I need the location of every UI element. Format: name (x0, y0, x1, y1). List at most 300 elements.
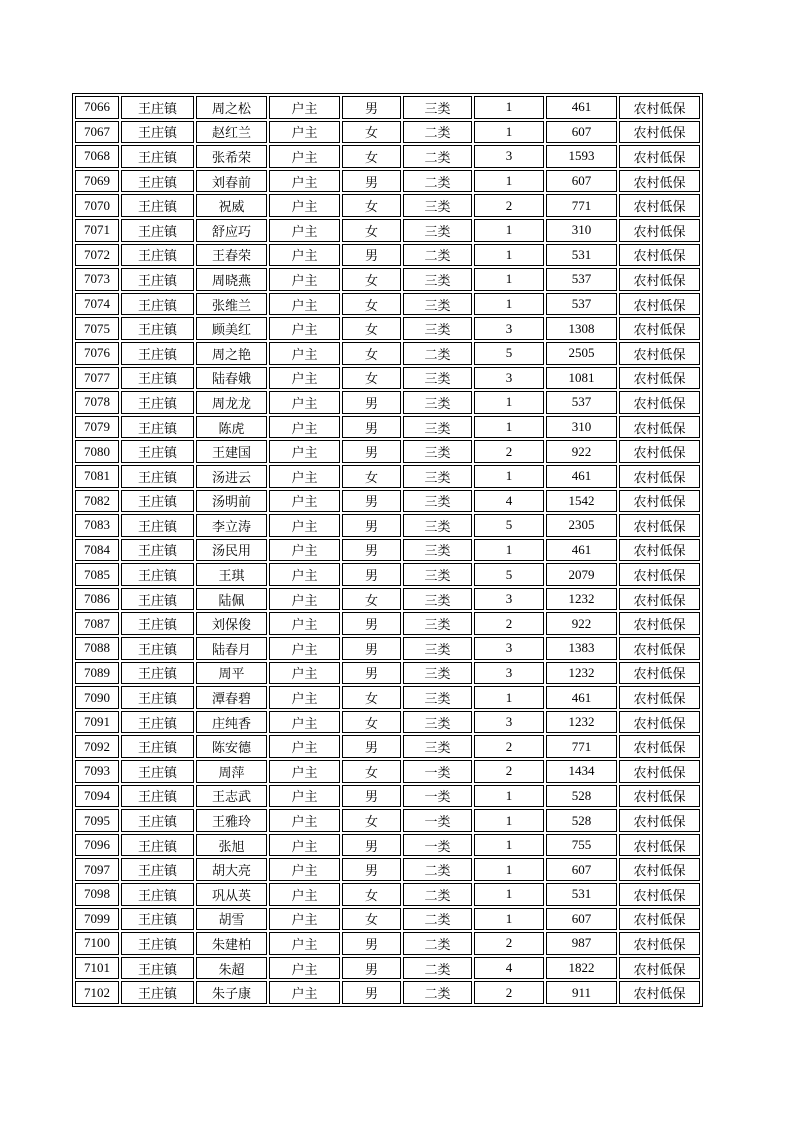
cell-gender: 女 (342, 219, 401, 242)
cell-gender: 女 (342, 342, 401, 365)
cell-name: 周平 (196, 662, 267, 685)
cell-household-role: 户主 (269, 121, 340, 144)
table-row (75, 735, 700, 758)
cell-name: 张希荣 (196, 145, 267, 168)
cell-record-id: 7094 (75, 785, 119, 808)
cell-household-role: 户主 (269, 490, 340, 513)
cell-record-id: 7079 (75, 416, 119, 439)
cell-category: 三类 (403, 293, 472, 316)
cell-gender: 男 (342, 514, 401, 537)
table-row (75, 662, 700, 685)
welfare-recipients-table (72, 93, 703, 1007)
cell-category: 二类 (403, 883, 472, 906)
cell-amount: 1822 (546, 957, 617, 980)
cell-category: 二类 (403, 121, 472, 144)
cell-household-size: 1 (474, 858, 544, 881)
cell-amount: 607 (546, 121, 617, 144)
cell-gender: 男 (342, 981, 401, 1004)
cell-town: 王庄镇 (121, 244, 194, 267)
cell-name: 张旭 (196, 834, 267, 857)
cell-household-size: 3 (474, 588, 544, 611)
table-row (75, 194, 700, 217)
cell-household-size: 3 (474, 711, 544, 734)
cell-name: 顾美红 (196, 317, 267, 340)
cell-town: 王庄镇 (121, 96, 194, 119)
cell-amount: 922 (546, 612, 617, 635)
cell-name: 周萍 (196, 760, 267, 783)
cell-gender: 男 (342, 735, 401, 758)
cell-household-role: 户主 (269, 145, 340, 168)
cell-category: 三类 (403, 711, 472, 734)
cell-household-role: 户主 (269, 367, 340, 390)
cell-record-id: 7066 (75, 96, 119, 119)
cell-category: 二类 (403, 932, 472, 955)
cell-household-size: 2 (474, 440, 544, 463)
cell-household-role: 户主 (269, 194, 340, 217)
cell-town: 王庄镇 (121, 809, 194, 832)
cell-category: 三类 (403, 416, 472, 439)
cell-name: 朱子康 (196, 981, 267, 1004)
cell-town: 王庄镇 (121, 391, 194, 414)
cell-household-role: 户主 (269, 514, 340, 537)
cell-subsidy-type: 农村低保 (619, 219, 700, 242)
cell-gender: 女 (342, 760, 401, 783)
table-row (75, 760, 700, 783)
cell-subsidy-type: 农村低保 (619, 465, 700, 488)
cell-category: 三类 (403, 367, 472, 390)
cell-record-id: 7084 (75, 539, 119, 562)
cell-household-role: 户主 (269, 268, 340, 291)
cell-subsidy-type: 农村低保 (619, 96, 700, 119)
table-row (75, 539, 700, 562)
table-row (75, 981, 700, 1004)
cell-household-size: 1 (474, 268, 544, 291)
cell-household-role: 户主 (269, 711, 340, 734)
cell-town: 王庄镇 (121, 293, 194, 316)
cell-name: 刘保俊 (196, 612, 267, 635)
cell-category: 三类 (403, 465, 472, 488)
cell-household-size: 1 (474, 809, 544, 832)
cell-town: 王庄镇 (121, 760, 194, 783)
cell-amount: 2305 (546, 514, 617, 537)
cell-amount: 2079 (546, 563, 617, 586)
cell-name: 王春荣 (196, 244, 267, 267)
cell-household-role: 户主 (269, 908, 340, 931)
cell-record-id: 7102 (75, 981, 119, 1004)
cell-amount: 1593 (546, 145, 617, 168)
cell-subsidy-type: 农村低保 (619, 908, 700, 931)
cell-town: 王庄镇 (121, 957, 194, 980)
cell-amount: 461 (546, 96, 617, 119)
cell-household-role: 户主 (269, 440, 340, 463)
cell-gender: 女 (342, 367, 401, 390)
cell-amount: 528 (546, 809, 617, 832)
cell-household-size: 2 (474, 981, 544, 1004)
table-row (75, 342, 700, 365)
cell-amount: 771 (546, 194, 617, 217)
cell-household-size: 5 (474, 563, 544, 586)
cell-name: 周之松 (196, 96, 267, 119)
cell-town: 王庄镇 (121, 317, 194, 340)
cell-town: 王庄镇 (121, 883, 194, 906)
cell-subsidy-type: 农村低保 (619, 145, 700, 168)
cell-category: 二类 (403, 908, 472, 931)
cell-gender: 女 (342, 588, 401, 611)
cell-subsidy-type: 农村低保 (619, 391, 700, 414)
cell-gender: 男 (342, 416, 401, 439)
cell-name: 赵红兰 (196, 121, 267, 144)
table-row (75, 711, 700, 734)
cell-household-size: 5 (474, 342, 544, 365)
cell-town: 王庄镇 (121, 686, 194, 709)
cell-household-role: 户主 (269, 244, 340, 267)
cell-town: 王庄镇 (121, 268, 194, 291)
cell-household-size: 1 (474, 121, 544, 144)
cell-amount: 528 (546, 785, 617, 808)
cell-household-size: 1 (474, 96, 544, 119)
cell-household-size: 1 (474, 391, 544, 414)
cell-household-size: 2 (474, 760, 544, 783)
cell-category: 三类 (403, 514, 472, 537)
cell-household-size: 1 (474, 465, 544, 488)
cell-household-size: 1 (474, 293, 544, 316)
cell-town: 王庄镇 (121, 932, 194, 955)
cell-subsidy-type: 农村低保 (619, 367, 700, 390)
cell-subsidy-type: 农村低保 (619, 981, 700, 1004)
table-row (75, 268, 700, 291)
cell-record-id: 7075 (75, 317, 119, 340)
cell-record-id: 7077 (75, 367, 119, 390)
cell-gender: 男 (342, 391, 401, 414)
cell-name: 胡雪 (196, 908, 267, 931)
cell-category: 三类 (403, 686, 472, 709)
cell-subsidy-type: 农村低保 (619, 760, 700, 783)
cell-subsidy-type: 农村低保 (619, 932, 700, 955)
table-row (75, 834, 700, 857)
cell-record-id: 7100 (75, 932, 119, 955)
cell-record-id: 7070 (75, 194, 119, 217)
cell-name: 周之艳 (196, 342, 267, 365)
cell-gender: 女 (342, 883, 401, 906)
cell-category: 三类 (403, 317, 472, 340)
cell-record-id: 7095 (75, 809, 119, 832)
cell-town: 王庄镇 (121, 711, 194, 734)
cell-record-id: 7096 (75, 834, 119, 857)
cell-subsidy-type: 农村低保 (619, 293, 700, 316)
cell-household-role: 户主 (269, 858, 340, 881)
table-row (75, 686, 700, 709)
table-row (75, 490, 700, 513)
cell-category: 三类 (403, 735, 472, 758)
table-row (75, 858, 700, 881)
cell-town: 王庄镇 (121, 219, 194, 242)
cell-town: 王庄镇 (121, 981, 194, 1004)
cell-record-id: 7071 (75, 219, 119, 242)
cell-subsidy-type: 农村低保 (619, 244, 700, 267)
cell-record-id: 7086 (75, 588, 119, 611)
cell-household-role: 户主 (269, 317, 340, 340)
cell-amount: 531 (546, 244, 617, 267)
cell-name: 巩从英 (196, 883, 267, 906)
cell-category: 一类 (403, 760, 472, 783)
cell-category: 一类 (403, 809, 472, 832)
cell-amount: 310 (546, 219, 617, 242)
table-row (75, 908, 700, 931)
table-row (75, 367, 700, 390)
cell-town: 王庄镇 (121, 563, 194, 586)
cell-amount: 461 (546, 465, 617, 488)
cell-gender: 男 (342, 490, 401, 513)
cell-household-role: 户主 (269, 465, 340, 488)
cell-record-id: 7088 (75, 637, 119, 660)
cell-category: 三类 (403, 96, 472, 119)
cell-name: 陈虎 (196, 416, 267, 439)
cell-gender: 男 (342, 96, 401, 119)
cell-record-id: 7090 (75, 686, 119, 709)
cell-household-size: 4 (474, 490, 544, 513)
cell-gender: 男 (342, 612, 401, 635)
cell-subsidy-type: 农村低保 (619, 662, 700, 685)
cell-record-id: 7078 (75, 391, 119, 414)
table-row (75, 96, 700, 119)
cell-town: 王庄镇 (121, 145, 194, 168)
cell-household-size: 3 (474, 637, 544, 660)
cell-category: 二类 (403, 957, 472, 980)
cell-amount: 911 (546, 981, 617, 1004)
cell-household-role: 户主 (269, 293, 340, 316)
cell-name: 汤明前 (196, 490, 267, 513)
cell-gender: 男 (342, 858, 401, 881)
cell-subsidy-type: 农村低保 (619, 858, 700, 881)
cell-amount: 922 (546, 440, 617, 463)
cell-household-role: 户主 (269, 686, 340, 709)
cell-town: 王庄镇 (121, 194, 194, 217)
cell-amount: 607 (546, 908, 617, 931)
cell-record-id: 7099 (75, 908, 119, 931)
cell-household-size: 1 (474, 244, 544, 267)
cell-amount: 1232 (546, 662, 617, 685)
cell-amount: 537 (546, 391, 617, 414)
cell-gender: 男 (342, 170, 401, 193)
cell-amount: 1232 (546, 711, 617, 734)
table-row (75, 145, 700, 168)
cell-household-role: 户主 (269, 809, 340, 832)
table-row (75, 785, 700, 808)
cell-amount: 537 (546, 268, 617, 291)
cell-name: 王琪 (196, 563, 267, 586)
cell-subsidy-type: 农村低保 (619, 711, 700, 734)
cell-subsidy-type: 农村低保 (619, 317, 700, 340)
cell-subsidy-type: 农村低保 (619, 785, 700, 808)
cell-household-role: 户主 (269, 735, 340, 758)
cell-name: 朱超 (196, 957, 267, 980)
cell-record-id: 7097 (75, 858, 119, 881)
cell-category: 二类 (403, 342, 472, 365)
cell-town: 王庄镇 (121, 440, 194, 463)
cell-record-id: 7069 (75, 170, 119, 193)
cell-amount: 771 (546, 735, 617, 758)
cell-category: 二类 (403, 145, 472, 168)
cell-household-size: 5 (474, 514, 544, 537)
table-row (75, 514, 700, 537)
cell-household-role: 户主 (269, 342, 340, 365)
cell-subsidy-type: 农村低保 (619, 416, 700, 439)
cell-household-role: 户主 (269, 563, 340, 586)
cell-amount: 607 (546, 170, 617, 193)
cell-gender: 女 (342, 121, 401, 144)
cell-record-id: 7087 (75, 612, 119, 635)
cell-amount: 987 (546, 932, 617, 955)
cell-subsidy-type: 农村低保 (619, 563, 700, 586)
cell-household-role: 户主 (269, 957, 340, 980)
cell-gender: 男 (342, 539, 401, 562)
table-row (75, 637, 700, 660)
cell-name: 王建国 (196, 440, 267, 463)
cell-category: 三类 (403, 391, 472, 414)
cell-gender: 女 (342, 268, 401, 291)
cell-household-role: 户主 (269, 219, 340, 242)
cell-town: 王庄镇 (121, 785, 194, 808)
cell-household-role: 户主 (269, 760, 340, 783)
cell-category: 二类 (403, 858, 472, 881)
cell-name: 周龙龙 (196, 391, 267, 414)
cell-household-role: 户主 (269, 96, 340, 119)
table-row (75, 440, 700, 463)
cell-record-id: 7083 (75, 514, 119, 537)
cell-amount: 1081 (546, 367, 617, 390)
cell-town: 王庄镇 (121, 490, 194, 513)
cell-town: 王庄镇 (121, 588, 194, 611)
cell-record-id: 7080 (75, 440, 119, 463)
cell-household-size: 1 (474, 416, 544, 439)
cell-amount: 537 (546, 293, 617, 316)
cell-household-role: 户主 (269, 883, 340, 906)
cell-town: 王庄镇 (121, 834, 194, 857)
cell-household-size: 1 (474, 834, 544, 857)
cell-name: 胡大亮 (196, 858, 267, 881)
cell-town: 王庄镇 (121, 416, 194, 439)
cell-household-role: 户主 (269, 637, 340, 660)
cell-household-role: 户主 (269, 416, 340, 439)
cell-name: 陆春月 (196, 637, 267, 660)
cell-name: 汤民用 (196, 539, 267, 562)
cell-name: 舒应巧 (196, 219, 267, 242)
cell-household-role: 户主 (269, 834, 340, 857)
cell-subsidy-type: 农村低保 (619, 735, 700, 758)
cell-gender: 男 (342, 785, 401, 808)
cell-subsidy-type: 农村低保 (619, 539, 700, 562)
cell-household-role: 户主 (269, 662, 340, 685)
cell-household-size: 3 (474, 367, 544, 390)
cell-category: 三类 (403, 268, 472, 291)
cell-household-size: 3 (474, 317, 544, 340)
table-row (75, 391, 700, 414)
cell-subsidy-type: 农村低保 (619, 637, 700, 660)
cell-subsidy-type: 农村低保 (619, 194, 700, 217)
cell-category: 一类 (403, 834, 472, 857)
cell-gender: 女 (342, 465, 401, 488)
cell-category: 二类 (403, 170, 472, 193)
cell-name: 陈安德 (196, 735, 267, 758)
cell-name: 祝威 (196, 194, 267, 217)
cell-category: 三类 (403, 219, 472, 242)
table-row (75, 170, 700, 193)
cell-gender: 男 (342, 957, 401, 980)
cell-amount: 1434 (546, 760, 617, 783)
cell-record-id: 7074 (75, 293, 119, 316)
cell-category: 二类 (403, 244, 472, 267)
cell-household-role: 户主 (269, 981, 340, 1004)
cell-name: 周晓燕 (196, 268, 267, 291)
cell-household-size: 4 (474, 957, 544, 980)
cell-gender: 女 (342, 145, 401, 168)
cell-town: 王庄镇 (121, 121, 194, 144)
cell-subsidy-type: 农村低保 (619, 514, 700, 537)
cell-subsidy-type: 农村低保 (619, 686, 700, 709)
cell-amount: 461 (546, 686, 617, 709)
cell-town: 王庄镇 (121, 735, 194, 758)
cell-gender: 女 (342, 908, 401, 931)
cell-household-size: 1 (474, 539, 544, 562)
cell-category: 三类 (403, 563, 472, 586)
cell-town: 王庄镇 (121, 637, 194, 660)
cell-category: 二类 (403, 981, 472, 1004)
cell-category: 一类 (403, 785, 472, 808)
cell-record-id: 7068 (75, 145, 119, 168)
cell-name: 李立涛 (196, 514, 267, 537)
table-row (75, 416, 700, 439)
table-row (75, 612, 700, 635)
cell-household-role: 户主 (269, 170, 340, 193)
cell-record-id: 7076 (75, 342, 119, 365)
table-row (75, 244, 700, 267)
cell-record-id: 7089 (75, 662, 119, 685)
cell-subsidy-type: 农村低保 (619, 588, 700, 611)
cell-town: 王庄镇 (121, 367, 194, 390)
table-row (75, 957, 700, 980)
cell-category: 三类 (403, 637, 472, 660)
cell-subsidy-type: 农村低保 (619, 342, 700, 365)
cell-household-size: 1 (474, 785, 544, 808)
cell-amount: 1232 (546, 588, 617, 611)
cell-amount: 461 (546, 539, 617, 562)
cell-category: 三类 (403, 490, 472, 513)
cell-subsidy-type: 农村低保 (619, 612, 700, 635)
table-row (75, 293, 700, 316)
cell-town: 王庄镇 (121, 858, 194, 881)
cell-town: 王庄镇 (121, 342, 194, 365)
cell-subsidy-type: 农村低保 (619, 957, 700, 980)
table-row (75, 588, 700, 611)
table-row (75, 317, 700, 340)
cell-household-size: 3 (474, 145, 544, 168)
cell-record-id: 7067 (75, 121, 119, 144)
cell-town: 王庄镇 (121, 465, 194, 488)
cell-subsidy-type: 农村低保 (619, 121, 700, 144)
cell-gender: 女 (342, 194, 401, 217)
cell-name: 张维兰 (196, 293, 267, 316)
cell-record-id: 7101 (75, 957, 119, 980)
cell-household-size: 3 (474, 662, 544, 685)
table-row (75, 121, 700, 144)
cell-subsidy-type: 农村低保 (619, 268, 700, 291)
table-row (75, 219, 700, 242)
cell-gender: 男 (342, 834, 401, 857)
cell-category: 三类 (403, 194, 472, 217)
cell-record-id: 7081 (75, 465, 119, 488)
cell-household-size: 2 (474, 932, 544, 955)
cell-household-role: 户主 (269, 932, 340, 955)
